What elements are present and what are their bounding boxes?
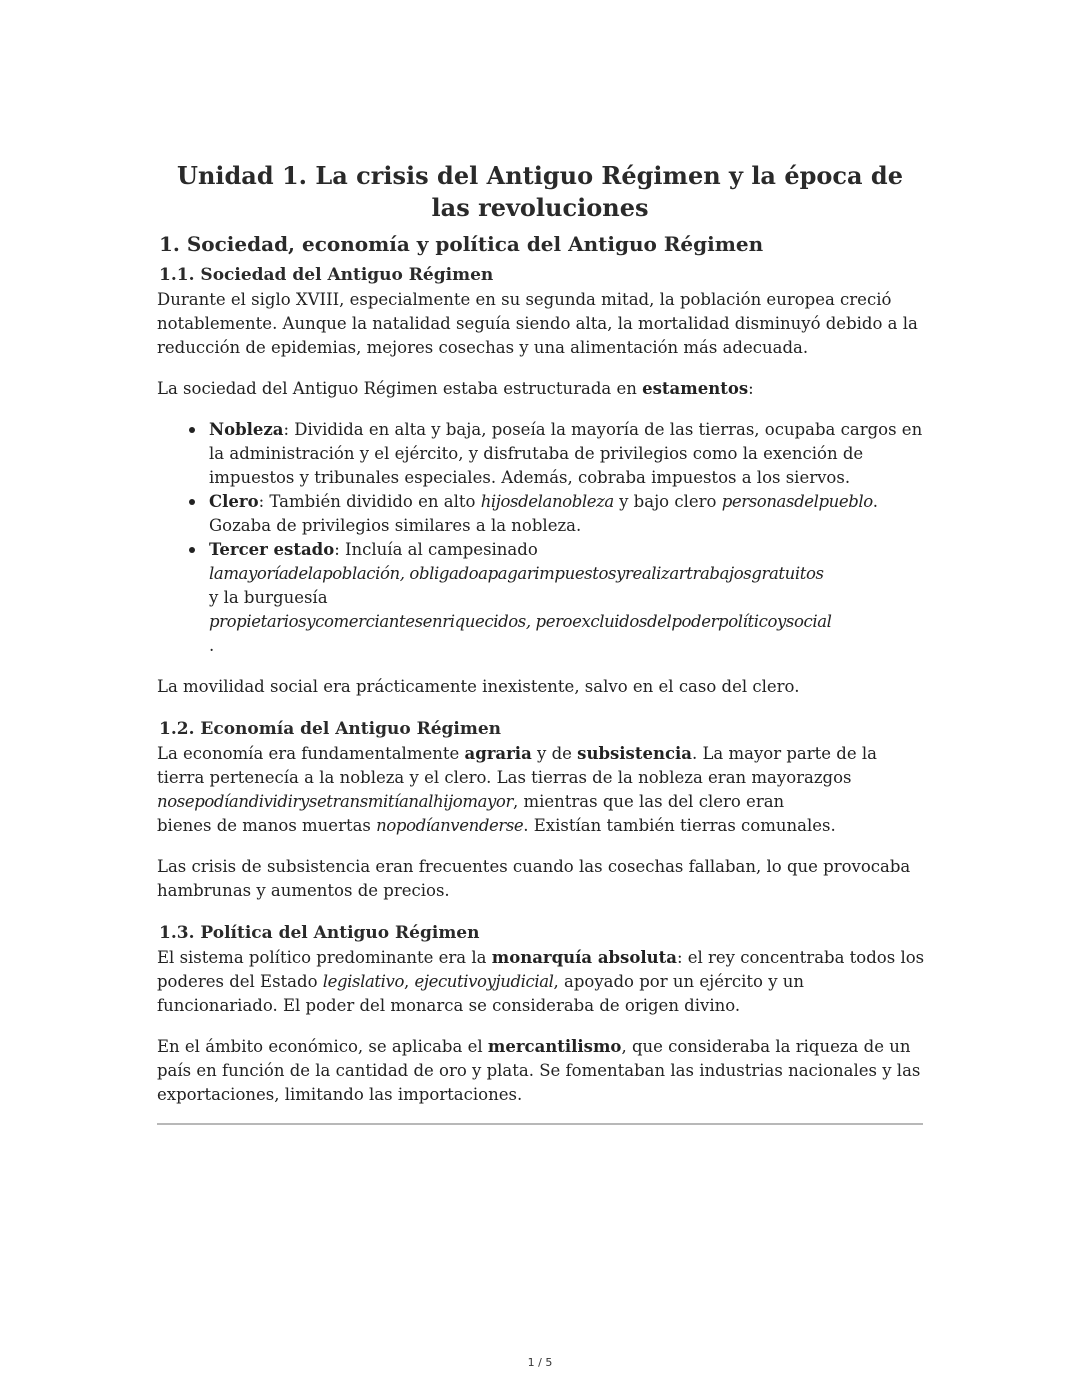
paragraph-movilidad: La movilidad social era prácticamente inexistente, salvo en el caso del clero. — [157, 677, 800, 696]
paragraph-mercantilismo: En el ámbito económico, se aplicaba el mercantilismo, que consideraba la riqueza de un país en función de la cantidad de oro y plata. Se fomentaban las industrias nacionales y las exportaciones, limitando las importaciones. — [157, 1037, 921, 1104]
list-item-tercer-estado: Tercer estado: Incluía al campesinado lamayoríadelapoblación, obligadoapagarimpuestosyrealizartrabajosgratuitos y la burguesía propietariosycomerciantesenriquecidos, peroexcluidosdelpoderpolíticoysocial . — [209, 538, 923, 658]
paragraph-crisis: Las crisis de subsistencia eran frecuentes cuando las cosechas fallaban, lo que provocaba hambrunas y aumentos de precios. — [157, 857, 911, 900]
paragraph-politica: El sistema político predominante era la monarquía absoluta: el rey concentraba todos los poderes del Estado legislativo, ejecutivoyjudicial, apoyado por un ejército y un funcionariado. El poder del monarca se consideraba de origen divino. — [157, 948, 925, 1015]
subsection-heading-1-3: 1.3. Política del Antiguo Régimen — [159, 923, 480, 943]
page-number: 1 / 5 — [527, 1356, 553, 1369]
subsection-heading-1-2: 1.2. Economía del Antiguo Régimen — [159, 719, 502, 739]
list-item-nobleza: Nobleza: Dividida en alta y baja, poseía la mayoría de las tierras, ocupaba cargos en la administración y el ejército, y disfrutaba de privilegios como la exención de impuestos y tribunales especiales. Además, cobraba impuestos a los siervos. — [209, 418, 923, 490]
paragraph-population: Durante el siglo XVIII, especialmente en su segunda mitad, la población europea creció notablemente. Aunque la natalidad seguía siendo alta, la mortalidad disminuyó debido a la reducción de epidemias, mejores cosechas y una alimentación más adecuada. — [157, 290, 918, 357]
section-heading-1: 1. Sociedad, economía y política del Antiguo Régimen — [159, 232, 764, 256]
paragraph-economia: La economía era fundamentalmente agraria y de subsistencia. La mayor parte de la tierra pertenecía a la nobleza y el clero. Las tierras de la nobleza eran mayorazgos nosepodíandividirysetransmitíanalhijomayor, mientras que las del clero eran bienes de manos muertas nopodíanvenderse. Existían también tierras comunales. — [157, 744, 877, 835]
document-page — [157, 160, 923, 1125]
paragraph-estamentos: La sociedad del Antiguo Régimen estaba estructurada en estamentos: — [157, 379, 754, 398]
list-item-clero: Clero: También dividido en alto hijosdelanobleza y bajo clero personasdelpueblo. Gozaba de privilegios similares a la nobleza. — [209, 490, 923, 538]
page-title: Unidad 1. La crisis del Antiguo Régimen y la época de las revoluciones — [177, 161, 903, 222]
estamentos-list — [157, 418, 923, 658]
horizontal-rule — [157, 1123, 923, 1125]
subsection-heading-1-1: 1.1. Sociedad del Antiguo Régimen — [159, 265, 494, 285]
